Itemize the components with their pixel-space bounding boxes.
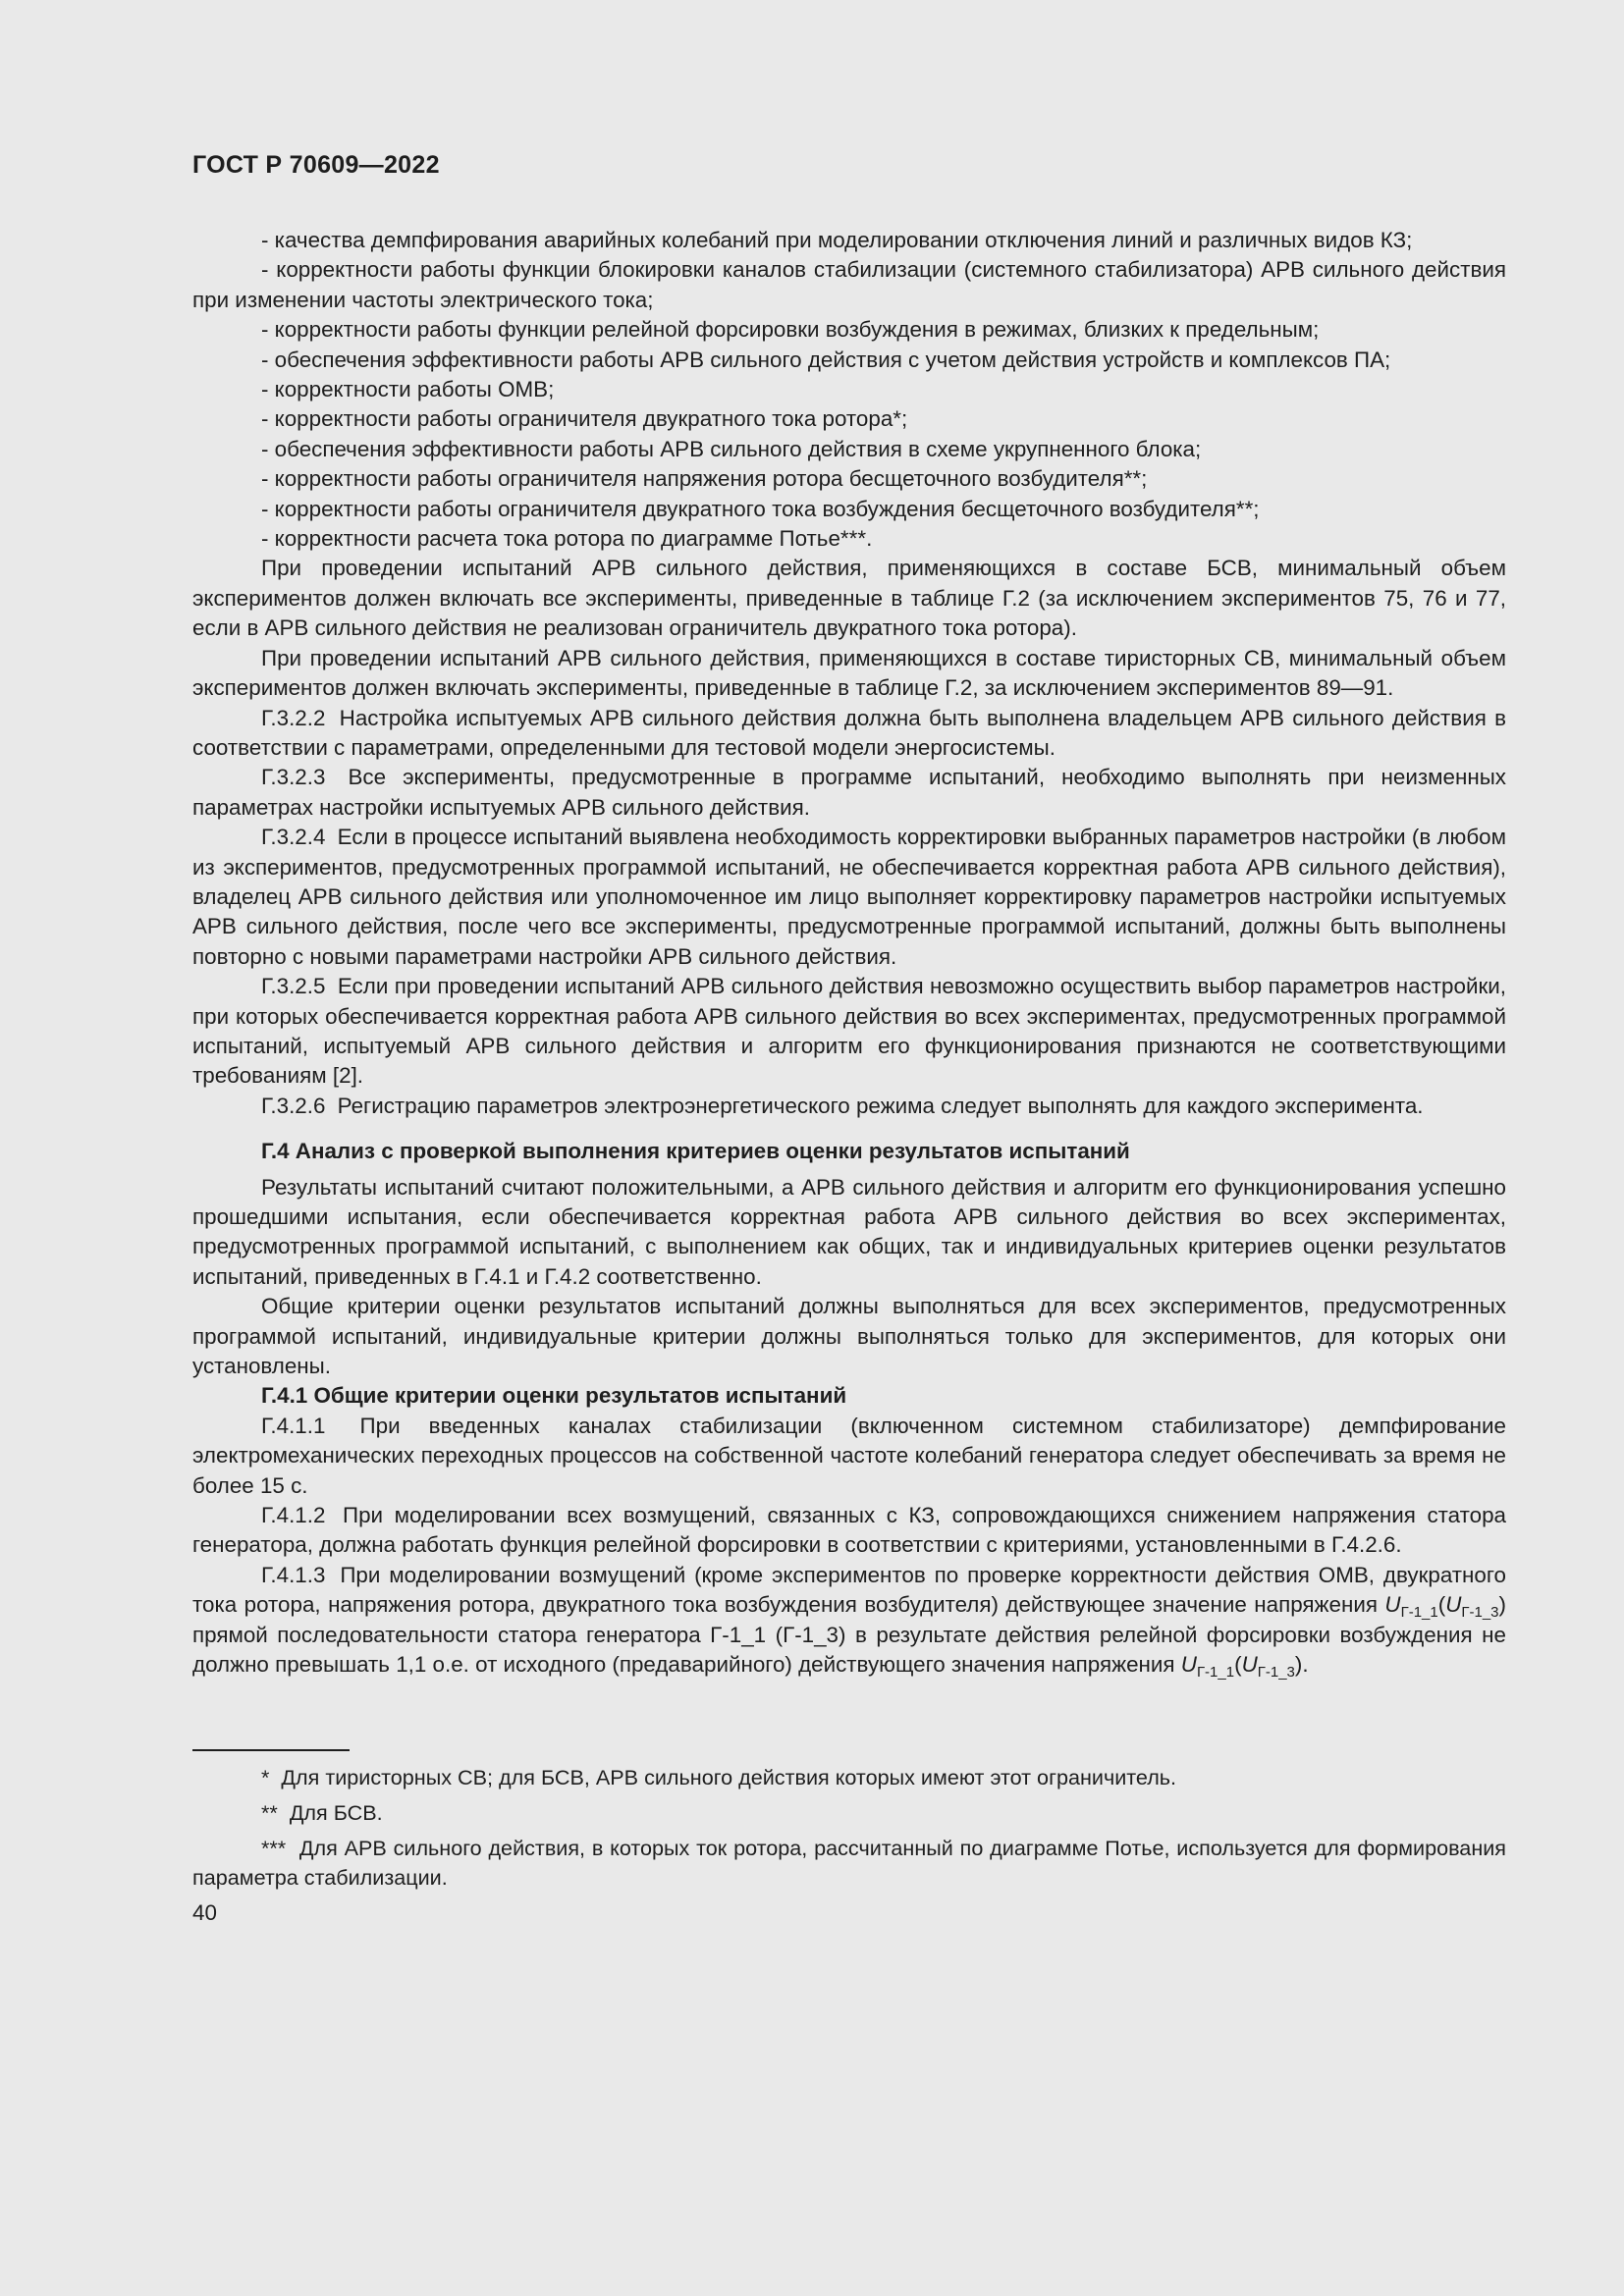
list-item: - корректности работы функции блокировки каналов стабилизации (системного стабилизатора) АРВ сильного действия при изменении частоты электрического тока; (192, 257, 1506, 312)
footnote (192, 1798, 1506, 1828)
document-page (192, 145, 1506, 2109)
voltage-subscript: Г-1_1 (1400, 1604, 1438, 1622)
clause-g-3-2-6 (192, 1092, 1506, 1121)
voltage-symbol: U (1445, 1592, 1462, 1618)
voltage-subscript: Г-1_3 (1461, 1604, 1499, 1622)
clause-g-4-1-2 (192, 1501, 1506, 1561)
clause-end: . (1302, 1652, 1309, 1678)
clause-g-4-1-3 (192, 1561, 1506, 1681)
section-heading-g-4: Г.4 Анализ с проверкой выполнения критериев оценки результатов испытаний (261, 1139, 1130, 1164)
paren-open: ( (1437, 1592, 1446, 1618)
clause-text: Регистрацию параметров электроэнергетического режима следует выполнять для каждого эксперимента. (337, 1093, 1424, 1118)
footnote (192, 1763, 1506, 1792)
clause-text: Если при проведении испытаний АРВ сильного действия невозможно осуществить выбор параметров настройки, при которых обеспечивается корректная работа АРВ сильного действия во всех экспериментах, предусмотренных программой испытаний, испытуемый АРВ сильного действия и алгоритм его функционирования признаются не соответствующими требованиям [2]. (192, 974, 1506, 1089)
list-item: - корректности работы ограничителя напряжения ротора бесщеточного возбудителя**; (261, 466, 1148, 492)
clause-g-3-2-2 (192, 704, 1506, 764)
paren-close: ) (1294, 1652, 1303, 1678)
paren-close: ) (1498, 1592, 1506, 1618)
list-item: - корректности работы ограничителя двукратного тока ротора*; (261, 406, 908, 432)
footnotes (192, 1763, 1506, 1893)
document-body (192, 226, 1506, 1681)
clause-number: Г.4.1.3 (261, 1562, 326, 1587)
footnote-text: Для АРВ сильного действия, в которых ток ротора, рассчитанный по диаграмме Потье, используется для формирования параметра стабилизации. (192, 1835, 1507, 1890)
clause-number: Г.3.2.4 (261, 825, 326, 850)
clause-g-3-2-5 (192, 972, 1506, 1092)
clause-text: прямой последовательности статора генератора Г-1_1 (Г-1_3) в результате действия релейной форсировки возбуждения не должно превышать 1,1 о.е. от исходного (предаварийного) действующего значения напряжения (192, 1622, 1506, 1678)
footnote (192, 1834, 1506, 1893)
paren-open: ( (1234, 1652, 1242, 1678)
clause-text: Настройка испытуемых АРВ сильного действия должна быть выполнена владельцем АРВ сильного действия в соответствии с параметрами, определенными для тестовой модели энергосистемы. (192, 705, 1506, 760)
clause-text: При моделировании всех возмущений, связанных с КЗ, сопровождающихся снижением напряжения статора генератора, должна работать функция релейной форсировки в соответствии с критериями, установленными в Г.4.2.6. (192, 1503, 1506, 1558)
clause-number: Г.4.1.1 (261, 1413, 326, 1438)
clause-g-3-2-3 (192, 763, 1506, 823)
clause-g-4-1-1 (192, 1412, 1506, 1501)
list-item: - корректности работы функции релейной форсировки возбуждения в режимах, близких к предельным; (261, 317, 1320, 343)
footnote-mark: * (261, 1764, 270, 1789)
paragraph-g4-criteria: Общие критерии оценки результатов испытаний должны выполняться для всех экспериментов, предусмотренных программой испытаний, индивидуальные критерии должны выполняться только для экспериментов, для которых они установлены. (192, 1294, 1506, 1379)
page-number: 40 (192, 1899, 217, 1925)
clause-number: Г.3.2.5 (261, 974, 326, 999)
document-header: ГОСТ Р 70609—2022 (192, 151, 440, 179)
clause-number: Г.4.1.2 (261, 1503, 326, 1528)
paragraph-tsv: При проведении испытаний АРВ сильного действия, применяющихся в составе тиристорных СВ, минимальный объем экспериментов должен включать эксперименты, приведенные в таблице Г.2, за исключением экспериментов 89—91. (192, 645, 1506, 701)
clause-number: Г.3.2.3 (261, 765, 326, 790)
footnote-mark: *** (261, 1835, 287, 1860)
footnote-mark: ** (261, 1799, 278, 1825)
paragraph-bsv: При проведении испытаний АРВ сильного действия, применяющихся в составе БСВ, минимальный объем экспериментов должен включать все эксперименты, приведенные в таблице Г.2 (за исключением экспериментов 75, 76 и 77, если в АРВ сильного действия не реализован ограничитель двукратного тока ротора). (192, 556, 1506, 641)
voltage-symbol: U (1241, 1652, 1258, 1678)
list-item: - корректности расчета тока ротора по диаграмме Потье***. (261, 526, 873, 552)
list-item: - обеспечения эффективности работы АРВ сильного действия с учетом действия устройств и комплексов ПА; (261, 347, 1391, 372)
list-item: - обеспечения эффективности работы АРВ сильного действия в схеме укрупненного блока; (261, 436, 1202, 461)
list-item: - качества демпфирования аварийных колебаний при моделировании отключения линий и различных видов КЗ; (261, 228, 1413, 252)
clause-number: Г.3.2.6 (261, 1093, 326, 1118)
voltage-symbol: U (1180, 1652, 1197, 1678)
clause-text: При введенных каналах стабилизации (включенном системном стабилизаторе) демпфирование электромеханических переходных процессов на собственной частоте колебаний генератора следует обеспечивать за время не более 15 с. (192, 1413, 1506, 1498)
clause-text: Если в процессе испытаний выявлена необходимость корректировки выбранных параметров настройки (в любом из экспериментов, предусмотренных программой испытаний, не обеспечивается корректная работа АРВ сильного действия), владелец АРВ сильного действия или уполномоченное им лицо выполняет корректировку параметров настройки испытуемых АРВ сильного действия, после чего все эксперименты, предусмотренные программой испытаний, должны быть выполнены повторно с новыми параметрами настройки АРВ сильного действия. (192, 825, 1506, 969)
clause-text: Все эксперименты, предусмотренные в программе испытаний, необходимо выполнять при неизменных параметрах настройки испытуемых АРВ сильного действия. (192, 765, 1506, 820)
voltage-subscript: Г-1_3 (1257, 1664, 1295, 1682)
clause-number: Г.3.2.2 (261, 705, 326, 730)
list-item: - корректности работы ограничителя двукратного тока возбуждения бесщеточного возбудителя**; (261, 496, 1260, 521)
list-item: - корректности работы ОМВ; (261, 377, 555, 402)
voltage-subscript: Г-1_1 (1196, 1664, 1235, 1682)
subsection-heading-g-4-1: Г.4.1 Общие критерии оценки результатов испытаний (261, 1383, 847, 1409)
clause-text: При моделировании возмущений (кроме экспериментов по проверке корректности действия ОМВ, двукратного тока ротора, напряжения ротора, двукратного тока возбуждения возбудителя) действующее значение напряжения (192, 1562, 1506, 1618)
footnote-text: Для БСВ. (289, 1799, 383, 1825)
clause-g-3-2-4 (192, 823, 1506, 972)
footnote-divider (192, 1749, 350, 1751)
footnote-text: Для тиристорных СВ; для БСВ, АРВ сильного действия которых имеют этот ограничитель. (281, 1764, 1177, 1789)
voltage-symbol: U (1384, 1592, 1401, 1618)
paragraph-g4-results: Результаты испытаний считают положительными, а АРВ сильного действия и алгоритм его функционирования успешно прошедшими испытания, если обеспечивается корректная работа АРВ сильного действия во всех экспериментах, предусмотренных программой испытаний, с выполнением как общих, так и индивидуальных критериев оценки результатов испытаний, приведенных в Г.4.1 и Г.4.2 соответственно. (192, 1174, 1506, 1289)
